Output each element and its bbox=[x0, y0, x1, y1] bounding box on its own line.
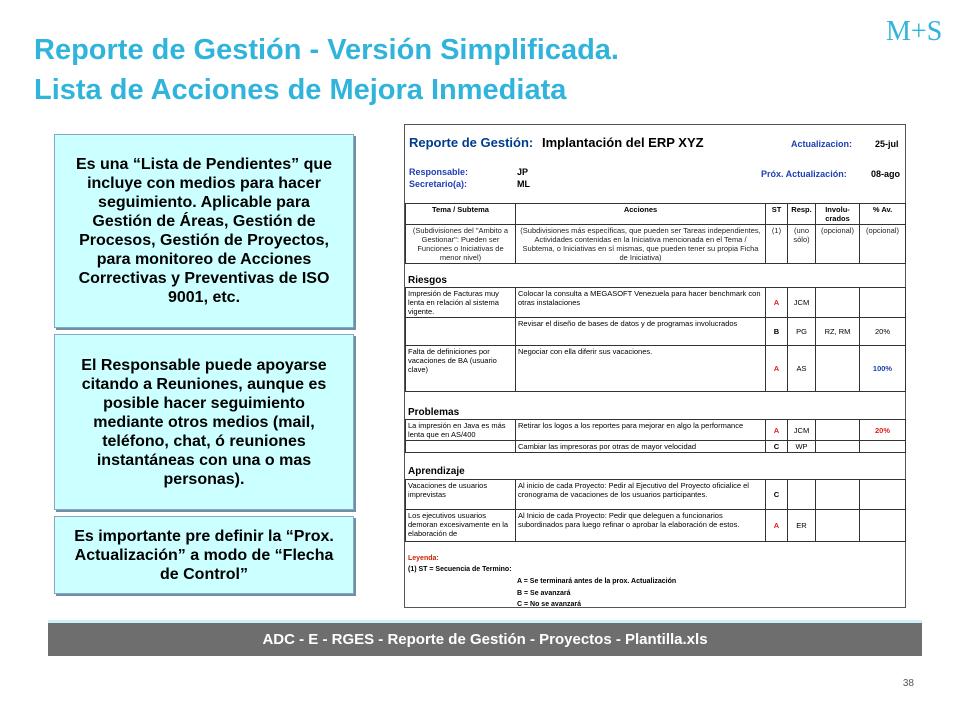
involucrados-cell: RZ, RM bbox=[816, 318, 860, 346]
st-cell: A bbox=[766, 510, 788, 542]
callout-text: Es importante pre definir la “Prox. Actualización” a modo de “Flecha de Control” bbox=[74, 527, 334, 583]
resp-cell: JCM bbox=[788, 420, 816, 441]
responsable-value: JP bbox=[517, 167, 529, 177]
col-header: Involu-crados bbox=[816, 204, 860, 225]
col-note: (uno sólo) bbox=[788, 225, 816, 264]
table-row bbox=[406, 441, 906, 453]
resp-cell: WP bbox=[788, 441, 816, 453]
involucrados-cell bbox=[816, 510, 860, 542]
title-line-1: Reporte de Gestión - Versión Simplificada. bbox=[34, 34, 619, 66]
section-title-problemas: Problemas bbox=[408, 407, 460, 418]
callout-text: El Responsable puede apoyarse citando a Reuniones, aunque es posible hacer seguimiento mediante otros medios (mail, teléfono, chat, ó reuniones instantáneas con una o mas personas). bbox=[81, 356, 327, 488]
table-row bbox=[406, 420, 906, 441]
prox-actualizacion-label: Próx. Actualización: bbox=[761, 169, 847, 179]
section-title-aprendizaje: Aprendizaje bbox=[408, 466, 465, 477]
col-note: (Subdivisiones del "Ambito a Gestionar": Pueden ser Funciones o Iniciativas de menor nivel) bbox=[406, 225, 516, 264]
callout-text: Es una “Lista de Pendientes” que incluye con medios para hacer seguimiento. Aplicable para Gestión de Áreas, Gestión de Procesos, Gestión de Proyectos, para monitoreo de Acciones Correctivas y Preventivas de ISO 9001, etc. bbox=[75, 156, 333, 306]
avance-cell: 100% bbox=[860, 346, 906, 392]
col-header: ST bbox=[766, 204, 788, 225]
st-cell: C bbox=[766, 441, 788, 453]
callout-responsible bbox=[54, 334, 354, 510]
involucrados-cell bbox=[816, 441, 860, 453]
table-subheader-row bbox=[406, 225, 906, 264]
resp-cell: JCM bbox=[788, 288, 816, 318]
secretario-label: Secretario(a): bbox=[409, 179, 468, 189]
resp-cell bbox=[788, 480, 816, 510]
table-row bbox=[406, 510, 906, 542]
resp-cell: ER bbox=[788, 510, 816, 542]
st-cell: B bbox=[766, 318, 788, 346]
table-row bbox=[406, 480, 906, 510]
avance-cell bbox=[860, 288, 906, 318]
st-cell: A bbox=[766, 420, 788, 441]
legend-item: C = No se avanzará bbox=[517, 601, 582, 608]
actualizacion-label: Actualizacion: bbox=[791, 139, 853, 149]
prox-actualizacion-value: 08-ago bbox=[871, 169, 901, 179]
footer-filename-bar bbox=[48, 620, 922, 656]
title-line-2: Lista de Acciones de Mejora Inmediata bbox=[34, 74, 567, 106]
tema-cell bbox=[406, 318, 516, 346]
page-title bbox=[34, 30, 619, 110]
accion-cell: Al Inicio de cada Proyecto: Pedir que deleguen a funcionarios subordinados para luego refinar o aprobar la elaboración de estos. bbox=[516, 510, 766, 542]
tema-cell: Falta de definiciones por vacaciones de BA (usuario clave) bbox=[406, 346, 516, 392]
report-spreadsheet bbox=[404, 124, 906, 608]
accion-cell: Negociar con ella diferir sus vacaciones. bbox=[516, 346, 766, 392]
section-table-problemas bbox=[405, 419, 906, 453]
report-table bbox=[405, 203, 906, 264]
legend-item: A = Se terminará antes de la prox. Actualización bbox=[517, 578, 677, 585]
resp-cell: PG bbox=[788, 318, 816, 346]
table-header-row bbox=[406, 204, 906, 225]
col-header: Tema / Subtema bbox=[406, 204, 516, 225]
col-note: (Subdivisiones más específicas, que pueden ser Tareas independientes, Actividades contenidas en la Iniciativa mencionada en el Tema / Subtema, o Iniciativas en sí mismas, que pueden tener su propia Ficha de Iniciativa) bbox=[516, 225, 766, 264]
callout-pending-list bbox=[54, 134, 354, 328]
callout-next-update bbox=[54, 516, 354, 594]
table-row bbox=[406, 288, 906, 318]
col-header: Resp. bbox=[788, 204, 816, 225]
avance-cell bbox=[860, 441, 906, 453]
legend-subtitle: (1) ST = Secuencia de Termino: bbox=[408, 566, 512, 573]
col-note: (opcional) bbox=[860, 225, 906, 264]
tema-cell: La impresión en Java es más lenta que en AS/400 bbox=[406, 420, 516, 441]
legend-item: B = Se avanzará bbox=[517, 590, 571, 597]
involucrados-cell bbox=[816, 480, 860, 510]
st-cell: A bbox=[766, 288, 788, 318]
section-table-aprendizaje bbox=[405, 479, 906, 542]
st-cell: A bbox=[766, 346, 788, 392]
secretario-value: ML bbox=[517, 179, 530, 189]
st-cell: C bbox=[766, 480, 788, 510]
avance-cell bbox=[860, 510, 906, 542]
involucrados-cell bbox=[816, 346, 860, 392]
col-header: % Av. bbox=[860, 204, 906, 225]
company-logo bbox=[884, 12, 948, 48]
table-row bbox=[406, 346, 906, 392]
report-title-value: Implantación del ERP XYZ bbox=[542, 135, 704, 150]
legend-title: Leyenda: bbox=[408, 555, 439, 562]
col-note: (1) bbox=[766, 225, 788, 264]
accion-cell: Revisar el diseño de bases de datos y de programas involucrados bbox=[516, 318, 766, 346]
accion-cell: Colocar la consulta a MEGASOFT Venezuela para hacer benchmark con otras instalaciones bbox=[516, 288, 766, 318]
involucrados-cell bbox=[816, 420, 860, 441]
tema-cell: Impresión de Facturas muy lenta en relación al sistema vigente. bbox=[406, 288, 516, 318]
tema-cell: Los ejecutivos usuarios demoran excesivamente en la elaboración de bbox=[406, 510, 516, 542]
actualizacion-value: 25-jul bbox=[875, 139, 899, 149]
involucrados-cell bbox=[816, 288, 860, 318]
avance-cell: 20% bbox=[860, 318, 906, 346]
accion-cell: Cambiar las impresoras por otras de mayor velocidad bbox=[516, 441, 766, 453]
tema-cell bbox=[406, 441, 516, 453]
report-title-label: Reporte de Gestión: bbox=[409, 135, 534, 150]
table-row bbox=[406, 318, 906, 346]
section-table-riesgos bbox=[405, 287, 906, 392]
responsable-label: Responsable: bbox=[409, 167, 469, 177]
footer-text: ADC - E - RGES - Reporte de Gestión - Proyectos - Plantilla.xls bbox=[262, 631, 708, 648]
col-header: Acciones bbox=[516, 204, 766, 225]
col-note: (opcional) bbox=[816, 225, 860, 264]
section-title-riesgos: Riesgos bbox=[408, 275, 447, 286]
resp-cell: AS bbox=[788, 346, 816, 392]
avance-cell: 20% bbox=[860, 420, 906, 441]
avance-cell bbox=[860, 480, 906, 510]
page-number: 38 bbox=[902, 678, 914, 689]
tema-cell: Vacaciones de usuarios imprevistas bbox=[406, 480, 516, 510]
logo-text: M+S bbox=[886, 16, 943, 47]
accion-cell: Al inicio de cada Proyecto: Pedir al Ejecutivo del Proyecto oficialice el cronograma de vacaciones de los usuarios participantes. bbox=[516, 480, 766, 510]
accion-cell: Retirar los logos a los reportes para mejorar en algo la performance bbox=[516, 420, 766, 441]
